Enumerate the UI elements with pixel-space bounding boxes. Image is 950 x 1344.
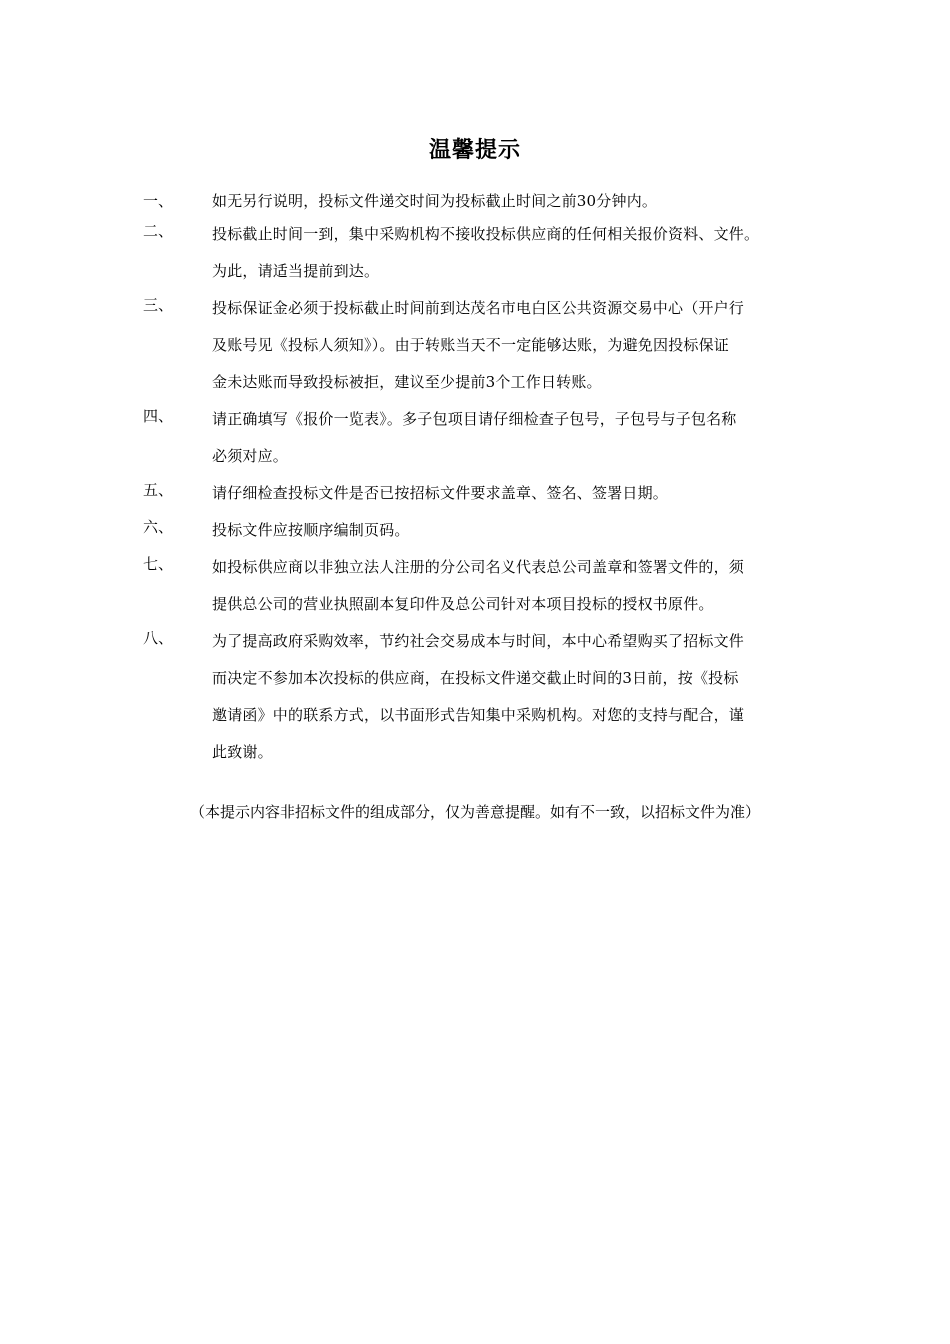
page-title: 温馨提示 [428,138,521,163]
list-item-number: 八、 [143,629,174,647]
list-item-text: 及账号见《投标人须知》）。由于转账当天不一定能够达账，为避免因投标保证 [212,336,730,354]
list-item-text: 投标文件应按顺序编制页码。 [212,521,410,539]
list-item [143,475,823,512]
list-item-number: 三、 [143,296,174,314]
list-item [143,290,823,401]
list-item-number: 七、 [143,555,174,573]
list-item-text: 投标截止时间一到，集中采购机构不接收投标供应商的任何相关报价资料、文件。 [212,225,760,243]
list-item-number: 四、 [143,407,174,425]
list-item [143,186,823,216]
list-item-text: 如无另行说明，投标文件递交时间为投标截止时间之前30分钟内。 [212,192,658,210]
list-item-text: 而决定不参加本次投标的供应商，在投标文件递交截止时间的3日前，按《投标 [212,669,739,687]
list-item-number: 二、 [143,222,174,240]
list-item-text: 此致谢。 [212,743,273,761]
list-item-text: 如投标供应商以非独立法人注册的分公司名义代表总公司盖章和签署文件的，须 [212,558,745,576]
list-item [143,549,823,623]
list-item-number: 五、 [143,481,174,499]
list-item-text: 提供总公司的营业执照副本复印件及总公司针对本项目投标的授权书原件。 [212,595,714,613]
list-item [143,401,823,475]
list-item-text: 金未达账而导致投标被拒，建议至少提前3个工作日转账。 [212,373,602,391]
list-item-text: 邀请函》中的联系方式，以书面形式告知集中采购机构。对您的支持与配合，谨 [212,706,745,724]
list-item-text: 请仔细检查投标文件是否已按招标文件要求盖章、签名、签署日期。 [212,484,669,502]
notice-list [143,186,823,771]
list-item [143,512,823,549]
list-item-text: 请正确填写《报价一览表》。多子包项目请仔细检查子包号，子包号与子包名称 [212,410,737,428]
footer-note: （本提示内容非招标文件的组成部分，仅为善意提醒。如有不一致，以招标文件为准） [189,803,760,821]
list-item-number: 一、 [143,192,174,210]
list-item [143,216,823,290]
list-item [143,623,823,771]
list-item-number: 六、 [143,518,174,536]
list-item-text: 投标保证金必须于投标截止时间前到达茂名市电白区公共资源交易中心（开户行 [212,299,745,317]
list-item-text: 必须对应。 [212,447,289,465]
list-item-text: 为了提高政府采购效率，节约社会交易成本与时间，本中心希望购买了招标文件 [212,632,745,650]
list-item-text: 为此，请适当提前到达。 [212,262,380,280]
